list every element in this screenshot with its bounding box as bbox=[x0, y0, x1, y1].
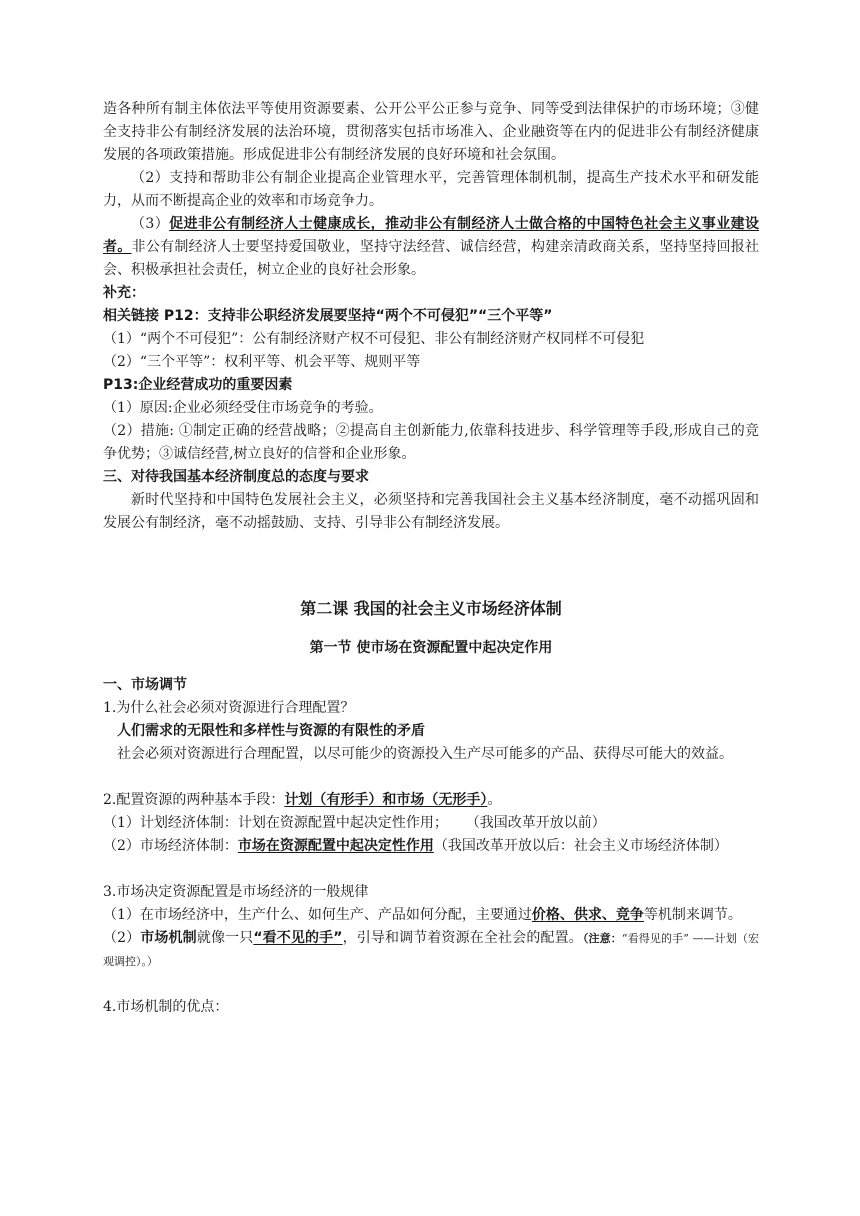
period: 。 bbox=[487, 792, 502, 808]
supplement-heading: 补充： bbox=[103, 285, 145, 301]
link-heading: 相关链接 P12：支持非公职经济发展要坚持“两个不可侵犯”“三个平等” bbox=[103, 308, 553, 324]
question-3-item-1 bbox=[103, 904, 759, 927]
lesson-title: 第二课 我国的社会主义市场经济体制 bbox=[300, 599, 562, 618]
link-item-1: （1）“两个不可侵犯”：公有制经济财产权不可侵犯、非公有制经济财产权同样不可侵犯 bbox=[103, 331, 645, 347]
paragraph-management: （2）支持和帮助非公有制企业提高企业管理水平，完善管理体制机制，提高生产技术水平和研发能力，从而不断提高企业的效率和市场竞争力。 bbox=[103, 170, 759, 209]
question-1-key: 人们需求的无限性和多样性与资源的有限性的矛盾 bbox=[117, 723, 425, 739]
link-item-2: （2）“三个平等”：权利平等、机会平等、规则平等 bbox=[103, 354, 421, 370]
question-2-key: 计划（有形手）和市场（无形手） bbox=[284, 792, 488, 808]
item-key: 价格、供求、竞争 bbox=[531, 907, 644, 923]
note-label: （注意： bbox=[582, 932, 622, 945]
section-3-body: 新时代坚持和中国特色发展社会主义，必须坚持和完善我国社会主义基本经济制度，毫不动摇巩固和发展公有制经济，毫不动摇鼓励、支持、引导非公有制经济发展。 bbox=[103, 492, 759, 531]
item-number: （3） bbox=[131, 216, 170, 232]
item-text: （1）在市场经济中，生产什么、如何生产、产品如何分配，主要通过 bbox=[103, 907, 532, 923]
paragraph-personnel bbox=[103, 213, 759, 282]
section-title: 第一节 使市场在资源配置中起决定作用 bbox=[309, 640, 553, 656]
question-2 bbox=[103, 789, 759, 812]
note-text: “看得见的手” ——计划（宏观调控）。） bbox=[103, 932, 759, 968]
key-point-bold: 促进非公有制经济人士健康成长，推动非公有制经济人士做合格的中国特色社会主义事业建设者。 bbox=[103, 216, 759, 255]
item-key: 市场在资源配置中起决定性作用 bbox=[237, 838, 434, 854]
question-4: 4.市场机制的优点： bbox=[103, 999, 229, 1015]
part-1-heading: 一、市场调节 bbox=[103, 677, 187, 693]
paragraph-env: 造各种所有制主体依法平等使用资源要素、公开公平公正参与竞争、同等受到法律保护的市场环境；③健全支持非公有制经济发展的法治环境，贯彻落实包括市场准入、企业融资等在内的促进非公有制经济健康发展的各项政策措施。形成促进非公有制经济发展的良好环境和社会氛围。 bbox=[103, 101, 759, 163]
question-3: 3.市场决定资源配置是市场经济的一般规律 bbox=[103, 884, 369, 900]
paragraph-text: 非公有制经济人士要坚持爱国敬业，坚持守法经营、诚信经营，构建亲清政商关系，坚持坚持回报社会、积极承担社会责任，树立企业的良好社会形象。 bbox=[103, 239, 760, 278]
p13-item-2: （2）措施: ①制定正确的经营战略；②提高自主创新能力,依靠科技进步、科学管理等手段,形成自己的竞争优势；③诚信经营,树立良好的信誉和企业形象。 bbox=[103, 423, 759, 462]
item-text: 等机制来调节。 bbox=[643, 907, 742, 923]
item-text: （2）市场经济体制： bbox=[103, 838, 238, 854]
question-1-body: 社会必须对资源进行合理配置，以尽可能少的资源投入生产尽可能多的产品、获得尽可能大的效益。 bbox=[117, 746, 733, 762]
spacer bbox=[103, 766, 759, 789]
item-text: 就像一只 bbox=[196, 930, 254, 946]
p13-item-1: （1）原因:企业必须经受住市场竞争的考验。 bbox=[103, 400, 383, 416]
section-3-heading: 三、对待我国基本经济制度总的态度与要求 bbox=[103, 469, 369, 485]
question-1: 1.为什么社会必须对资源进行合理配置？ bbox=[103, 700, 355, 716]
item-key: 市场机制 bbox=[140, 930, 197, 946]
p13-heading: P13:企业经营成功的重要因素 bbox=[103, 377, 293, 393]
question-2-item-1: （1）计划经济体制：计划在资源配置中起决定性作用； （我国改革开放以前） bbox=[103, 815, 606, 831]
document-page bbox=[103, 98, 759, 1019]
question-3-item-2 bbox=[103, 927, 759, 973]
item-number: （2） bbox=[103, 930, 141, 946]
spacer bbox=[103, 535, 759, 581]
item-text: （我国改革开放以后：社会主义市场经济体制） bbox=[433, 838, 728, 854]
spacer bbox=[103, 973, 759, 996]
question-2-text: 2.配置资源的两种基本手段： bbox=[103, 792, 285, 808]
question-2-item-2 bbox=[103, 835, 759, 858]
item-text: ，引导和调节着资源在全社会的配置。 bbox=[342, 930, 583, 946]
item-key: “看不见的手” bbox=[253, 930, 343, 946]
spacer bbox=[103, 858, 759, 881]
